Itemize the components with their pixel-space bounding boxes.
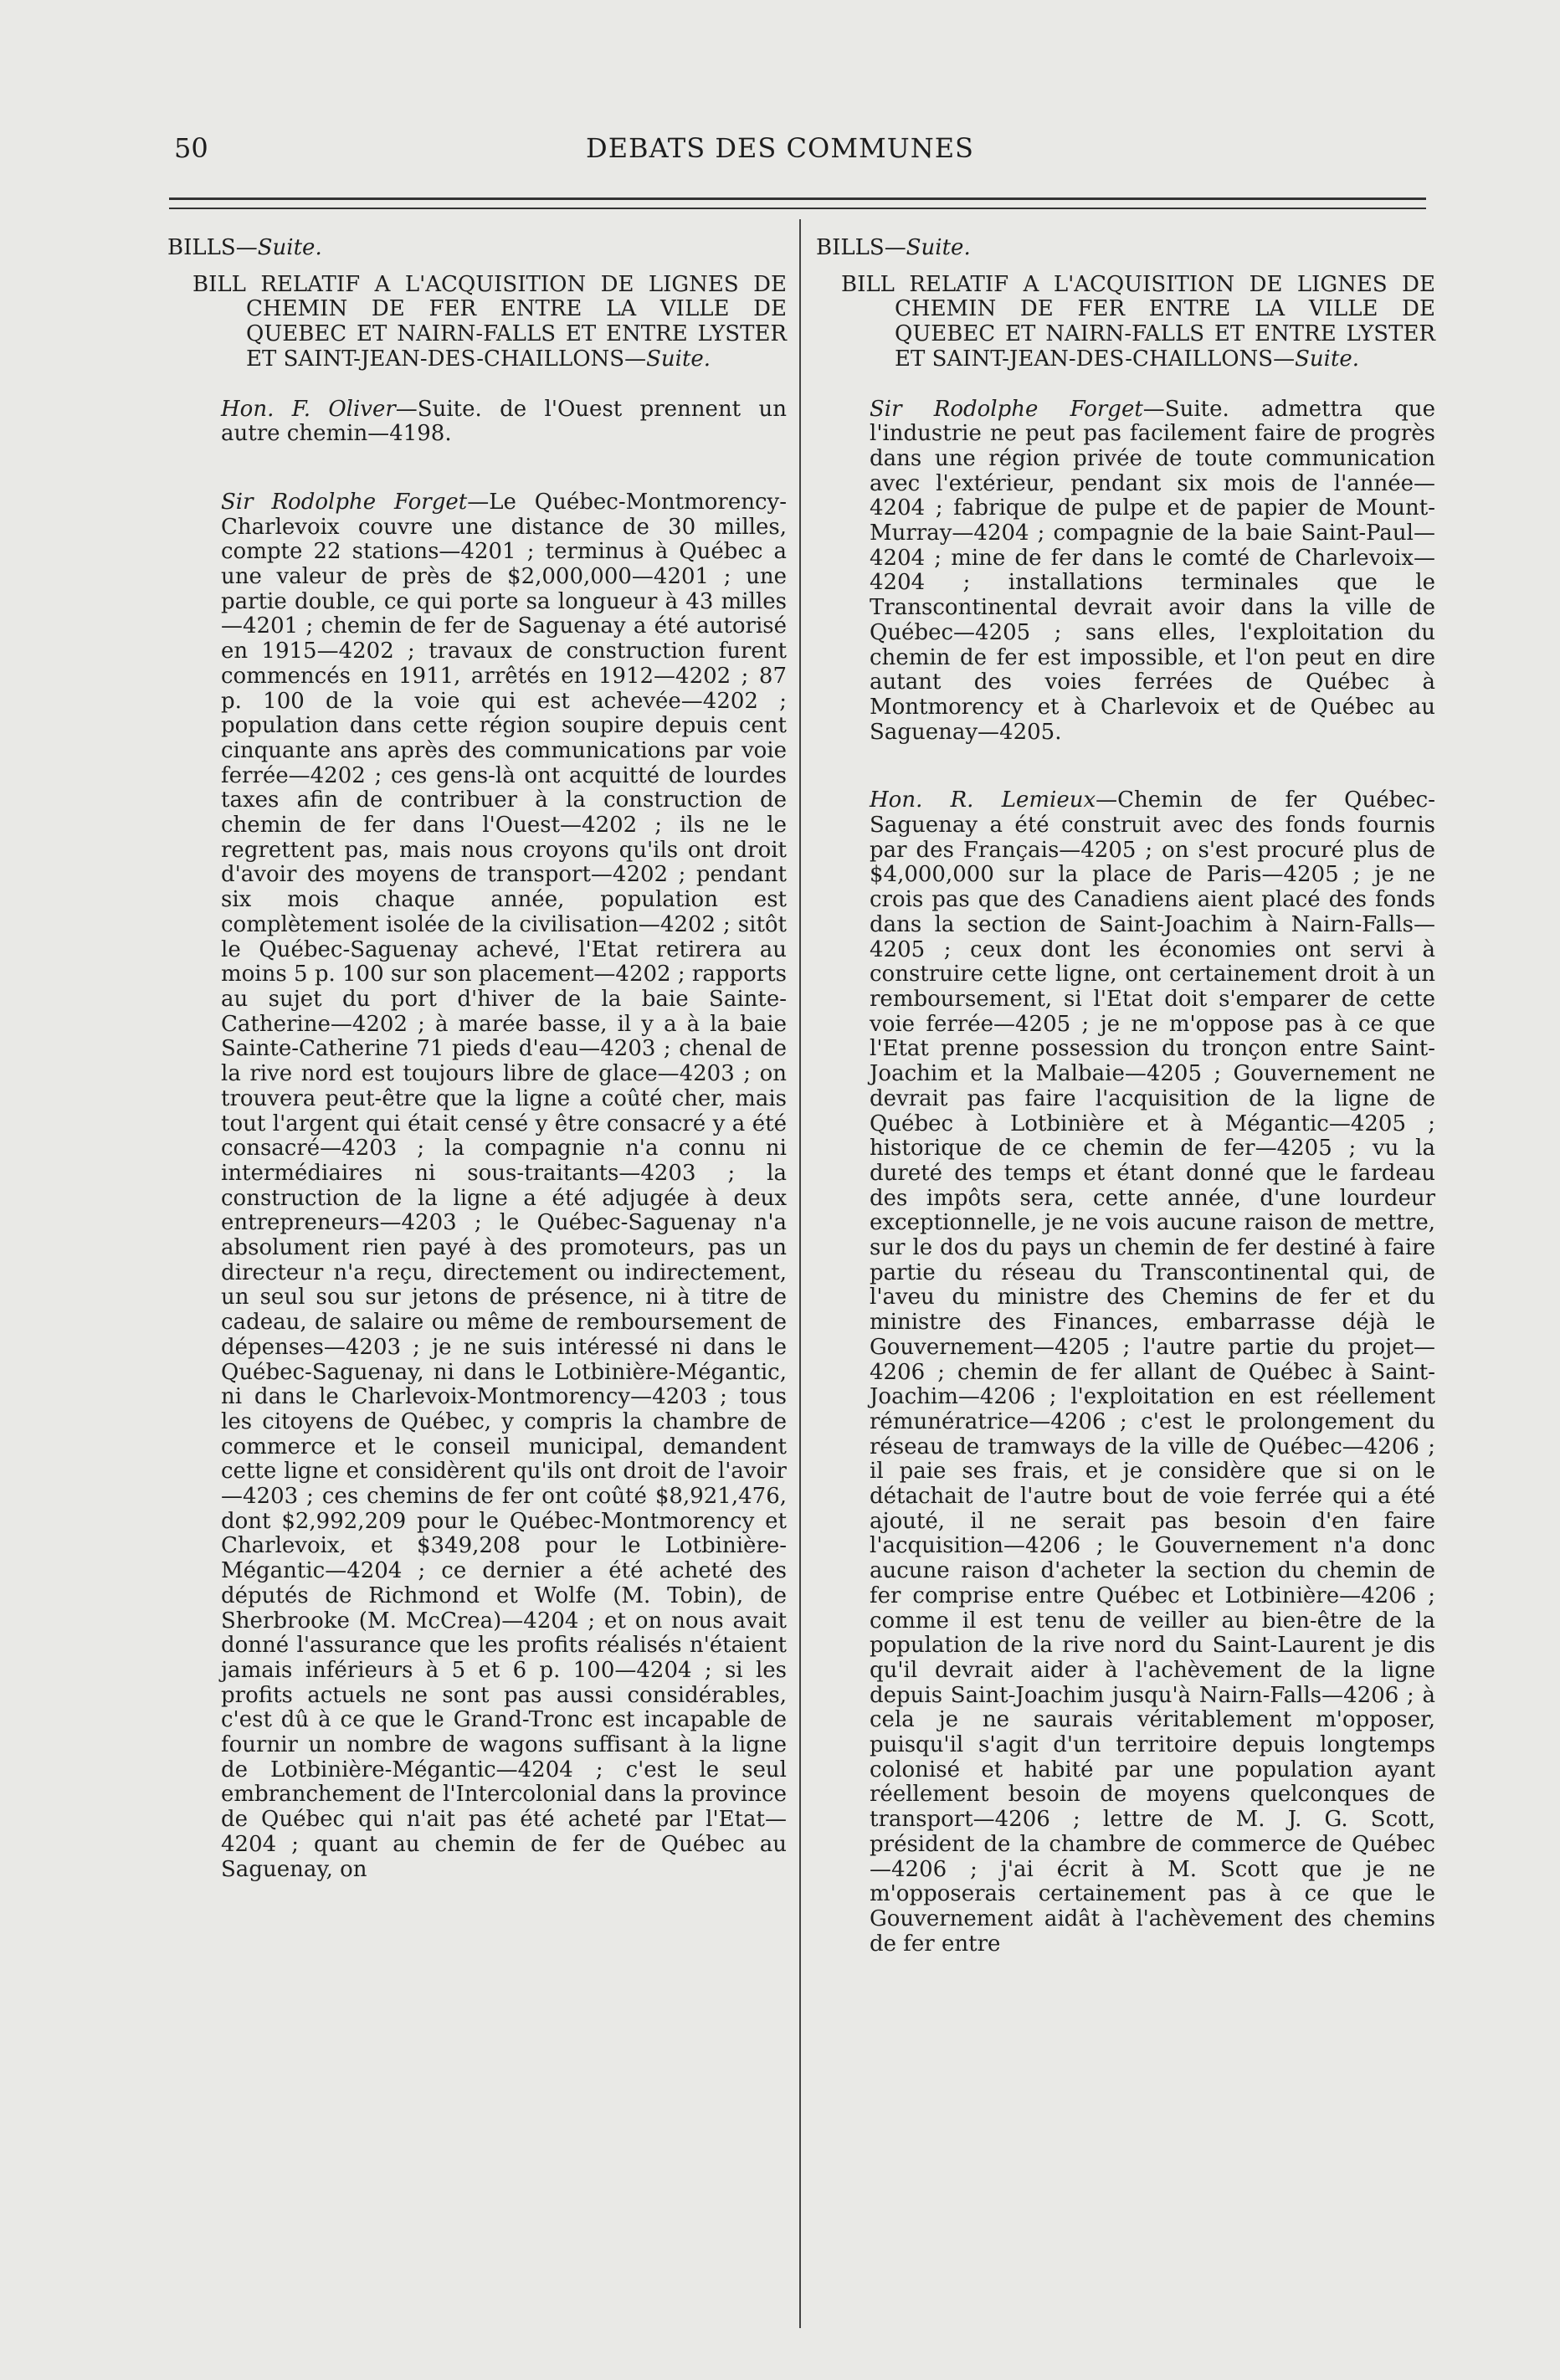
header-rule-bottom	[169, 208, 1426, 209]
bill-title: BILL RELATIF A L'ACQUISITION DE LIGNES DE CHEMIN DE FER ENTRE LA VILLE DE QUEBEC ET NAIRN-FALLS ET ENTRE LYSTER ET SAINT-JEAN-DES-CHAILLONS—Suite.	[192, 271, 787, 372]
entry-text: admettra que l'industrie ne peut pas facilement faire de progrès dans une région privée de toute communication avec l'extérieur, pendant six mois de l'année—4204 ; fabrique de pulpe et de papier de Mount-Murray—4204 ; compagnie de la baie Saint-Paul—4204 ; mine de fer dans le comté de Charlevoix—4204 ; installations terminales que le Transcontinental devrait avoir dans la ville de Québec—4205 ; sans elles, l'exploitation du chemin de fer est impossible, et l'on peut en dire autant des voies ferrées de Québec à Montmorency et à Charlevoix et de Québec au Saguenay—4205.	[870, 396, 1435, 745]
debate-entry: Hon. F. Oliver—Suite. de l'Ouest prennent un autre chemin—4198.	[221, 396, 787, 447]
page-number: 50	[174, 132, 208, 164]
entry-text: Le Québec-Montmorency-Charlevoix couvre une distance de 30 milles, compte 22 stations—4201 ; terminus à Québec a une valeur de près de $2,000,000—4201 ; une partie double, ce qui porte sa longueur à 43 milles—4201 ; chemin de fer de Saguenay a été autorisé en 1915—4202 ; travaux de construction furent commencés en 1911, arrêtés en 1912—4202 ; 87 p. 100 de la voie qui est achevée—4202 ; population dans cette région soupire depuis cent cinquante ans après des communications par voie ferrée—4202 ; ces gens-là ont acquitté de lourdes taxes afin de contribuer à la construction de chemin de fer dans l'Ouest—4202 ; ils ne le regrettent pas, mais nous croyons qu'ils ont droit d'avoir des moyens de transport—4202 ; pendant six mois chaque année, population est complètement isolée de la civilisation—4202 ; sitôt le Québec-Saguenay achevé, l'Etat retirera au moins 5 p. 100 sur son placement—4202 ; rapports au sujet du port d'hiver de la baie Sainte-Catherine—4202 ; à marée basse, il y a à la baie Sainte-Catherine 71 pieds d'eau—4203 ; chenal de la rive nord est toujours libre de glace—4203 ; on trouvera peut-être que la ligne a coûté cher, mais tout l'argent qui était censé y être consacré y a été consacré—4203 ; la compagnie n'a connu ni intermédiaires ni sous-traitants—4203 ; la construction de la ligne a été adjugée à deux entrepreneurs—4203 ; le Québec-Saguenay n'a absolument rien payé à des promoteurs, pas un directeur n'a reçu, directement ou indirectement, un seul sou sur jetons de présence, ni à titre de cadeau, de salaire ou même de remboursement de dépenses—4203 ; je ne suis intéressé ni dans le Québec-Saguenay, ni dans le Lotbinière-Mégantic, ni dans le Charlevoix-Montmorency—4203 ; tous les citoyens de Québec, y compris la chambre de commerce et le conseil municipal, demandent cette ligne et considèrent qu'ils ont droit de l'avoir—4203 ; ces chemins de fer ont coûté $8,921,476, dont $2,992,209 pour le Québec-Montmorency et Charlevoix, et $349,208 pour le Lotbinière-Mégantic—4204 ; ce dernier a été acheté des députés de Richmond et Wolfe (M. Tobin), de Sherbrooke (M. McCrea)—4204 ; et on nous avait donné l'assurance que les profits réalisés n'étaient jamais inférieurs à 5 et 6 p. 100—4204 ; si les profits actuels ne sont pas aussi considérables, c'est dû à ce que le Grand-Tronc est incapable de fournir un nombre de wagons suffisant à la ligne de Lotbinière-Mégantic—4204 ; c'est le seul embranchement de l'Intercolonial dans la province de Québec qui n'ait pas été acheté par l'Etat—4204 ; quant au chemin de fer de Québec au Saguenay, on	[221, 489, 787, 1882]
header-rule-top	[169, 197, 1426, 200]
column-divider	[799, 219, 801, 2328]
section-heading: BILLS—Suite.	[167, 235, 322, 260]
bill-title: BILL RELATIF A L'ACQUISITION DE LIGNES DE CHEMIN DE FER ENTRE LA VILLE DE QUEBEC ET NAIRN-FALLS ET ENTRE LYSTER ET SAINT-JEAN-DES-CHAILLONS—Suite.	[841, 271, 1435, 372]
speaker-name: Sir Rodolphe Forget	[221, 489, 468, 515]
debate-entry: Sir Rodolphe Forget—Le Québec-Montmorency-Charlevoix couvre une distance de 30 milles, compte 22 stations—4201 ; terminus à Québec a une valeur de près de $2,000,000—4201 ; une partie double, ce qui porte sa longueur à 43 milles—4201 ; chemin de fer de Saguenay a été autorisé en 1915—4202 ; travaux de construction furent commencés en 1911, arrêtés en 1912—4202 ; 87 p. 100 de la voie qui est achevée—4202 ; population dans cette région soupire depuis cent cinquante ans après des communications par voie ferrée—4202 ; ces gens-là ont acquitté de lourdes taxes afin de contribuer à la construction de chemin de fer dans l'Ouest—4202 ; ils ne le regrettent pas, mais nous croyons qu'ils ont droit d'avoir des moyens de transport—4202 ; pendant six mois chaque année, population est complètement isolée de la civilisation—4202 ; sitôt le Québec-Saguenay achevé, l'Etat retirera au moins 5 p. 100 sur son placement—4202 ; rapports au sujet du port d'hiver de la baie Sainte-Catherine—4202 ; à marée basse, il y a à la baie Sainte-Catherine 71 pieds d'eau—4203 ; chenal de la rive nord est toujours libre de glace—4203 ; on trouvera peut-être que la ligne a coûté cher, mais tout l'argent qui était censé y être consacré y a été consacré—4203 ; la compagnie n'a connu ni intermédiaires ni sous-traitants—4203 ; la construction de la ligne a été adjugée à deux entrepreneurs—4203 ; le Québec-Saguenay n'a absolument rien payé à des promoteurs, pas un directeur n'a reçu, directement ou indirectement, un seul sou sur jetons de présence, ni à titre de cadeau, de salaire ou même de remboursement de dépenses—4203 ; je ne suis intéressé ni dans le Québec-Saguenay, ni dans le Lotbinière-Mégantic, ni dans le Charlevoix-Montmorency—4203 ; tous les citoyens de Québec, y compris la chambre de commerce et le conseil municipal, demandent cette ligne et considèrent qu'ils ont droit de l'avoir—4203 ; ces chemins de fer ont coûté $8,921,476, dont $2,992,209 pour le Québec-Montmorency et Charlevoix, et $349,208 pour le Lotbinière-Mégantic—4204 ; ce dernier a été acheté des députés de Richmond et Wolfe (M. Tobin), de Sherbrooke (M. McCrea)—4204 ; et on nous avait donné l'assurance que les profits réalisés n'étaient jamais inférieurs à 5 et 6 p. 100—4204 ; si les profits actuels ne sont pas aussi considérables, c'est dû à ce que le Grand-Tronc est incapable de fournir un nombre de wagons suffisant à la ligne de Lotbinière-Mégantic—4204 ; c'est le seul embranchement de l'Intercolonial dans la province de Québec qui n'ait pas été acheté par l'Etat—4204 ; quant au chemin de fer de Québec au Saguenay, on	[221, 489, 787, 1882]
speaker-name: Hon. R. Lemieux	[870, 787, 1096, 813]
speaker-name: Sir Rodolphe Forget	[870, 396, 1143, 422]
running-title: DEBATS DES COMMUNES	[586, 132, 974, 164]
left-column	[167, 236, 787, 1882]
speaker-name: Hon. F. Oliver	[221, 396, 396, 422]
section-heading: BILLS—Suite.	[816, 235, 971, 260]
entry-text: de l'Ouest prennent un autre chemin—4198.	[221, 396, 787, 447]
entry-text: Chemin de fer Québec-Saguenay a été construit avec des fonds fournis par des Français—4205 ; on s'est procuré plus de $4,000,000 sur la place de Paris—4205 ; je ne crois pas que des Canadiens aient placé des fonds dans la section de Saint-Joachim à Nairn-Falls—4205 ; ceux dont les économies ont servi à construire cette ligne, ont certainement droit à un remboursement, si l'Etat doit s'emparer de cette voie ferrée—4205 ; je ne m'oppose pas à ce que l'Etat prenne possession du tronçon entre Saint-Joachim et la Malbaie—4205 ; Gouvernement ne devrait pas faire l'acquisition de la ligne de Québec à Lotbinière et à Mégantic—4205 ; historique de ce chemin de fer—4205 ; vu la dureté des temps et étant donné que le fardeau des impôts sera, cette année, d'une lourdeur exceptionnelle, je ne vois aucune raison de mettre, sur le dos du pays un chemin de fer destiné à faire partie du réseau du Transcontinental qui, de l'aveu du ministre des Chemins de fer et du ministre des Finances, embarrasse déjà le Gouvernement—4205 ; l'autre partie du projet—4206 ; chemin de fer allant de Québec à Saint-Joachim—4206 ; l'exploitation en est réellement rémunératrice—4206 ; c'est le prolongement du réseau de tramways de la ville de Québec—4206 ; il paie ses frais, et je considère que si on le détachait de l'autre bout de voie ferrée qui a été ajouté, il ne serait pas besoin d'en faire l'acquisition—4206 ; le Gouvernement n'a donc aucune raison d'acheter la section du chemin de fer comprise entre Québec et Lotbinière—4206 ; comme il est tenu de veiller au bien-être de la population de la rive nord du Saint-Laurent je dis qu'il devrait aider à l'achèvement de la ligne depuis Saint-Joachim jusqu'à Nairn-Falls—4206 ; à cela je ne saurais véritablement m'opposer, puisqu'il s'agit d'un territoire depuis longtemps colonisé et habité par une population ayant réellement besoin de moyens quelconques de transport—4206 ; lettre de M. J. G. Scott, président de la chambre de commerce de Québec—4206 ; j'ai écrit à M. Scott que je ne m'opposerais certainement pas à ce que le Gouvernement aidât à l'achèvement des chemins de fer entre	[870, 787, 1436, 1957]
debate-entry: Sir Rodolphe Forget—Suite. admettra que l'industrie ne peut pas facilement faire de progrès dans une région privée de toute communication avec l'extérieur, pendant six mois de l'année—4204 ; fabrique de pulpe et de papier de Mount-Murray—4204 ; compagnie de la baie Saint-Paul—4204 ; mine de fer dans le comté de Charlevoix—4204 ; installations terminales que le Transcontinental devrait avoir dans la ville de Québec—4205 ; sans elles, l'exploitation du chemin de fer est impossible, et l'on peut en dire autant des voies ferrées de Québec à Montmorency et à Charlevoix et de Québec au Saguenay—4205.	[870, 396, 1435, 745]
right-column	[816, 236, 1435, 1957]
debate-entry: Hon. R. Lemieux—Chemin de fer Québec-Saguenay a été construit avec des fonds fournis par des Français—4205 ; on s'est procuré plus de $4,000,000 sur la place de Paris—4205 ; je ne crois pas que des Canadiens aient placé des fonds dans la section de Saint-Joachim à Nairn-Falls—4205 ; ceux dont les économies ont servi à construire cette ligne, ont certainement droit à un remboursement, si l'Etat doit s'emparer de cette voie ferrée—4205 ; je ne m'oppose pas à ce que l'Etat prenne possession du tronçon entre Saint-Joachim et la Malbaie—4205 ; Gouvernement ne devrait pas faire l'acquisition de la ligne de Québec à Lotbinière et à Mégantic—4205 ; historique de ce chemin de fer—4205 ; vu la dureté des temps et étant donné que le fardeau des impôts sera, cette année, d'une lourdeur exceptionnelle, je ne vois aucune raison de mettre, sur le dos du pays un chemin de fer destiné à faire partie du réseau du Transcontinental qui, de l'aveu du ministre des Chemins de fer et du ministre des Finances, embarrasse déjà le Gouvernement—4205 ; l'autre partie du projet—4206 ; chemin de fer allant de Québec à Saint-Joachim—4206 ; l'exploitation en est réellement rémunératrice—4206 ; c'est le prolongement du réseau de tramways de la ville de Québec—4206 ; il paie ses frais, et je considère que si on le détachait de l'autre bout de voie ferrée qui a été ajouté, il ne serait pas besoin d'en faire l'acquisition—4206 ; le Gouvernement n'a donc aucune raison d'acheter la section du chemin de fer comprise entre Québec et Lotbinière—4206 ; comme il est tenu de veiller au bien-être de la population de la rive nord du Saint-Laurent je dis qu'il devrait aider à l'achèvement de la ligne depuis Saint-Joachim jusqu'à Nairn-Falls—4206 ; à cela je ne saurais véritablement m'opposer, puisqu'il s'agit d'un territoire depuis longtemps colonisé et habité par une population ayant réellement besoin de moyens quelconques de transport—4206 ; lettre de M. J. G. Scott, président de la chambre de commerce de Québec—4206 ; j'ai écrit à M. Scott que je ne m'opposerais certainement pas à ce que le Gouvernement aidât à l'achèvement des chemins de fer entre	[870, 787, 1436, 1957]
